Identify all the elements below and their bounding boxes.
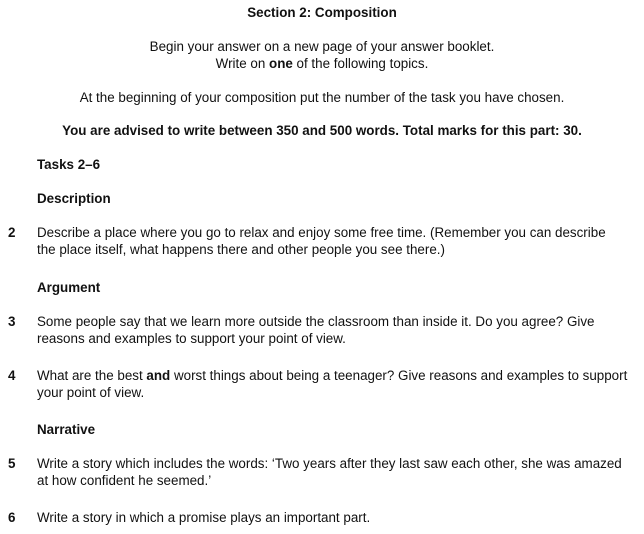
instruction-line-2: [0, 55, 644, 72]
task-text-line: Some people say that we learn more outside the classroom than inside it. Do you agree? Give: [37, 314, 595, 329]
task-text-line: reasons and examples to support your point of view.: [37, 331, 346, 346]
task-number: 6: [8, 510, 16, 525]
task-text: [37, 224, 637, 258]
task-text-line: your point of view.: [37, 385, 145, 400]
task-4-line1-bold: and: [146, 368, 171, 383]
task-text-line: Write a story which includes the words: ‘Two years after they last saw each other, she was amazed: [37, 456, 622, 471]
task-text-line: Describe a place where you go to relax and enjoy some free time. (Remember you can describe: [37, 225, 606, 240]
task-text-line: the place itself, what happens there and other people you see there.): [37, 242, 445, 257]
category-narrative: Narrative: [37, 422, 96, 437]
task-text: [37, 367, 637, 401]
tasks-heading: Tasks 2–6: [37, 157, 101, 172]
section-title: Section 2: Composition: [247, 5, 397, 20]
category-argument: Argument: [37, 280, 101, 295]
instruction-line-3: At the beginning of your composition put the number of the task you have chosen.: [79, 90, 565, 105]
task-number: 3: [8, 314, 16, 329]
task-number: 5: [8, 456, 16, 471]
word-count-advice: You are advised to write between 350 and 500 words. Total marks for this part: 30.: [62, 123, 582, 138]
task-number: 4: [8, 368, 16, 383]
task-text: [37, 313, 637, 347]
task-text: [37, 455, 637, 489]
instruction-line-2-pre: Write on: [215, 56, 270, 71]
task-text-line: at how confident he seemed.’: [37, 473, 212, 488]
instruction-line-2-bold: one: [269, 56, 293, 71]
task-4-line1-post: worst things about being a teenager? Give reasons and examples to support: [170, 368, 628, 383]
task-text: [37, 509, 637, 526]
task-4-line1-pre: What are the best: [37, 368, 147, 383]
category-description: Description: [37, 191, 111, 206]
task-text-line: [37, 367, 637, 384]
task-number: 2: [8, 225, 16, 240]
instruction-line-2-post: of the following topics.: [292, 56, 429, 71]
task-text-line: Write a story in which a promise plays an important part.: [37, 510, 371, 525]
instruction-line-1: Begin your answer on a new page of your answer booklet.: [149, 39, 495, 54]
